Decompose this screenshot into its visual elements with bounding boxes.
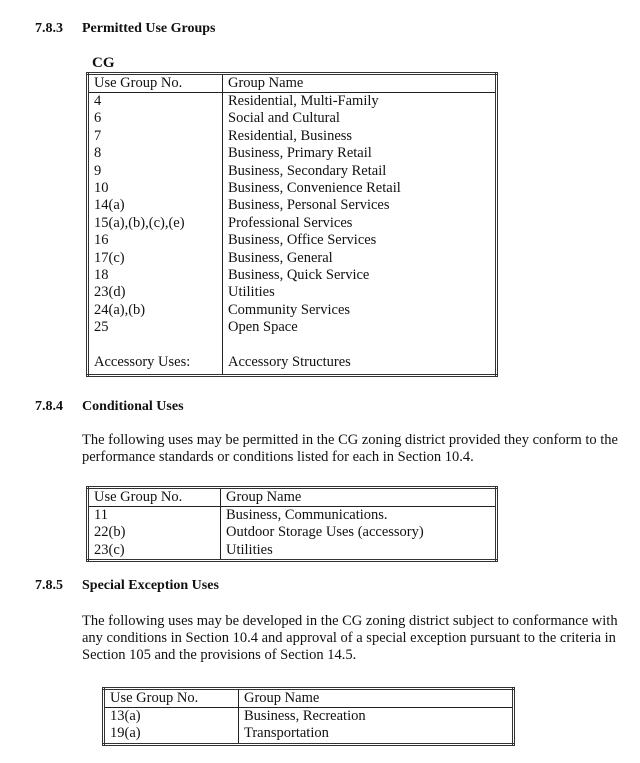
use-group-number: 23(c) <box>88 542 221 561</box>
section-text: The following uses may be permitted in the CG zoning district provided they conform to the performance standards or conditions listed for each in Section 10.4. <box>82 432 618 465</box>
use-group-number: 14(a) <box>88 197 223 214</box>
use-group-number: 13(a) <box>104 708 239 726</box>
table-row <box>88 215 497 232</box>
accessory-label: Accessory Uses: <box>88 354 223 375</box>
use-group-number: 11 <box>88 507 221 525</box>
use-group-number: 10 <box>88 180 223 197</box>
table-header-row <box>88 488 497 507</box>
table-row <box>88 267 497 284</box>
table-row <box>104 708 514 726</box>
group-name: Business, Secondary Retail <box>228 162 387 179</box>
conditional-uses-table <box>86 486 498 562</box>
group-name: Business, Quick Service <box>228 267 370 284</box>
table-row <box>88 93 497 111</box>
table-row <box>88 197 497 214</box>
section-number: 7.8.4 <box>35 399 63 414</box>
section-title: Permitted Use Groups <box>82 21 216 36</box>
table-header-row <box>88 74 497 93</box>
section-title: Special Exception Uses <box>82 578 219 593</box>
group-name: Social and Cultural <box>228 110 340 127</box>
section-number: 7.8.5 <box>35 578 63 593</box>
table-row <box>88 284 497 301</box>
column-header: Group Name <box>239 689 514 708</box>
table-row <box>88 163 497 180</box>
use-group-number: 24(a),(b) <box>88 302 223 319</box>
group-name: Residential, Multi-Family <box>228 93 379 109</box>
column-header: Use Group No. <box>88 74 223 93</box>
use-group-number: 23(d) <box>88 284 223 301</box>
group-name: Utilities <box>226 541 273 558</box>
table-row <box>88 232 497 249</box>
table-row <box>88 507 497 525</box>
table-row <box>88 542 497 561</box>
use-group-number: 6 <box>88 110 223 127</box>
table-row <box>88 524 497 541</box>
group-name: Outdoor Storage Uses (accessory) <box>226 524 424 541</box>
permitted-uses-table <box>86 72 498 377</box>
group-name: Business, Personal Services <box>228 197 390 214</box>
district-label: CG <box>92 55 115 71</box>
column-header: Group Name <box>223 74 497 93</box>
group-name: Accessory Structures <box>228 354 351 371</box>
column-header: Group Name <box>221 488 497 507</box>
group-name: Business, Office Services <box>228 232 377 249</box>
table-row <box>88 319 497 336</box>
table-row <box>88 180 497 197</box>
use-group-number: 19(a) <box>104 725 239 744</box>
table-row <box>88 145 497 162</box>
group-name: Community Services <box>228 301 351 318</box>
use-group-number: 16 <box>88 232 223 249</box>
table-row <box>88 250 497 267</box>
group-name: Business, Communications. <box>226 507 388 523</box>
use-group-number: 7 <box>88 128 223 145</box>
use-group-number: 8 <box>88 145 223 162</box>
table-row <box>88 110 497 127</box>
special-exception-uses-table <box>102 687 515 746</box>
use-group-number: 25 <box>88 319 223 336</box>
column-header: Use Group No. <box>104 689 239 708</box>
use-group-number: 15(a),(b),(c),(e) <box>88 215 223 232</box>
group-name: Business, General <box>228 249 333 266</box>
group-name: Transportation <box>244 725 329 742</box>
group-name: Business, Recreation <box>244 708 366 724</box>
column-header: Use Group No. <box>88 488 221 507</box>
section-title: Conditional Uses <box>82 399 184 414</box>
use-group-number: 18 <box>88 267 223 284</box>
use-group-number: 17(c) <box>88 250 223 267</box>
use-group-number: 9 <box>88 163 223 180</box>
group-name: Professional Services <box>228 214 353 231</box>
table-header-row <box>104 689 514 708</box>
use-group-number: 4 <box>88 93 223 111</box>
table-row <box>88 354 497 375</box>
group-name: Business, Primary Retail <box>228 145 372 162</box>
section-number: 7.8.3 <box>35 21 63 36</box>
use-group-number: 22(b) <box>88 524 221 541</box>
group-name: Open Space <box>228 319 298 336</box>
group-name: Residential, Business <box>228 127 353 144</box>
table-row <box>88 128 497 145</box>
group-name: Business, Convenience Retail <box>228 180 401 197</box>
section-text: The following uses may be developed in the CG zoning district subject to conformance with any conditions in Section 10.4 and approval of a special exception pursuant to the criteria in Section 105 and the provisions of Section 14.5. <box>82 613 618 663</box>
group-name: Utilities <box>228 284 275 301</box>
table-row <box>88 302 497 319</box>
spacer-row <box>88 337 497 354</box>
table-row <box>104 725 514 744</box>
